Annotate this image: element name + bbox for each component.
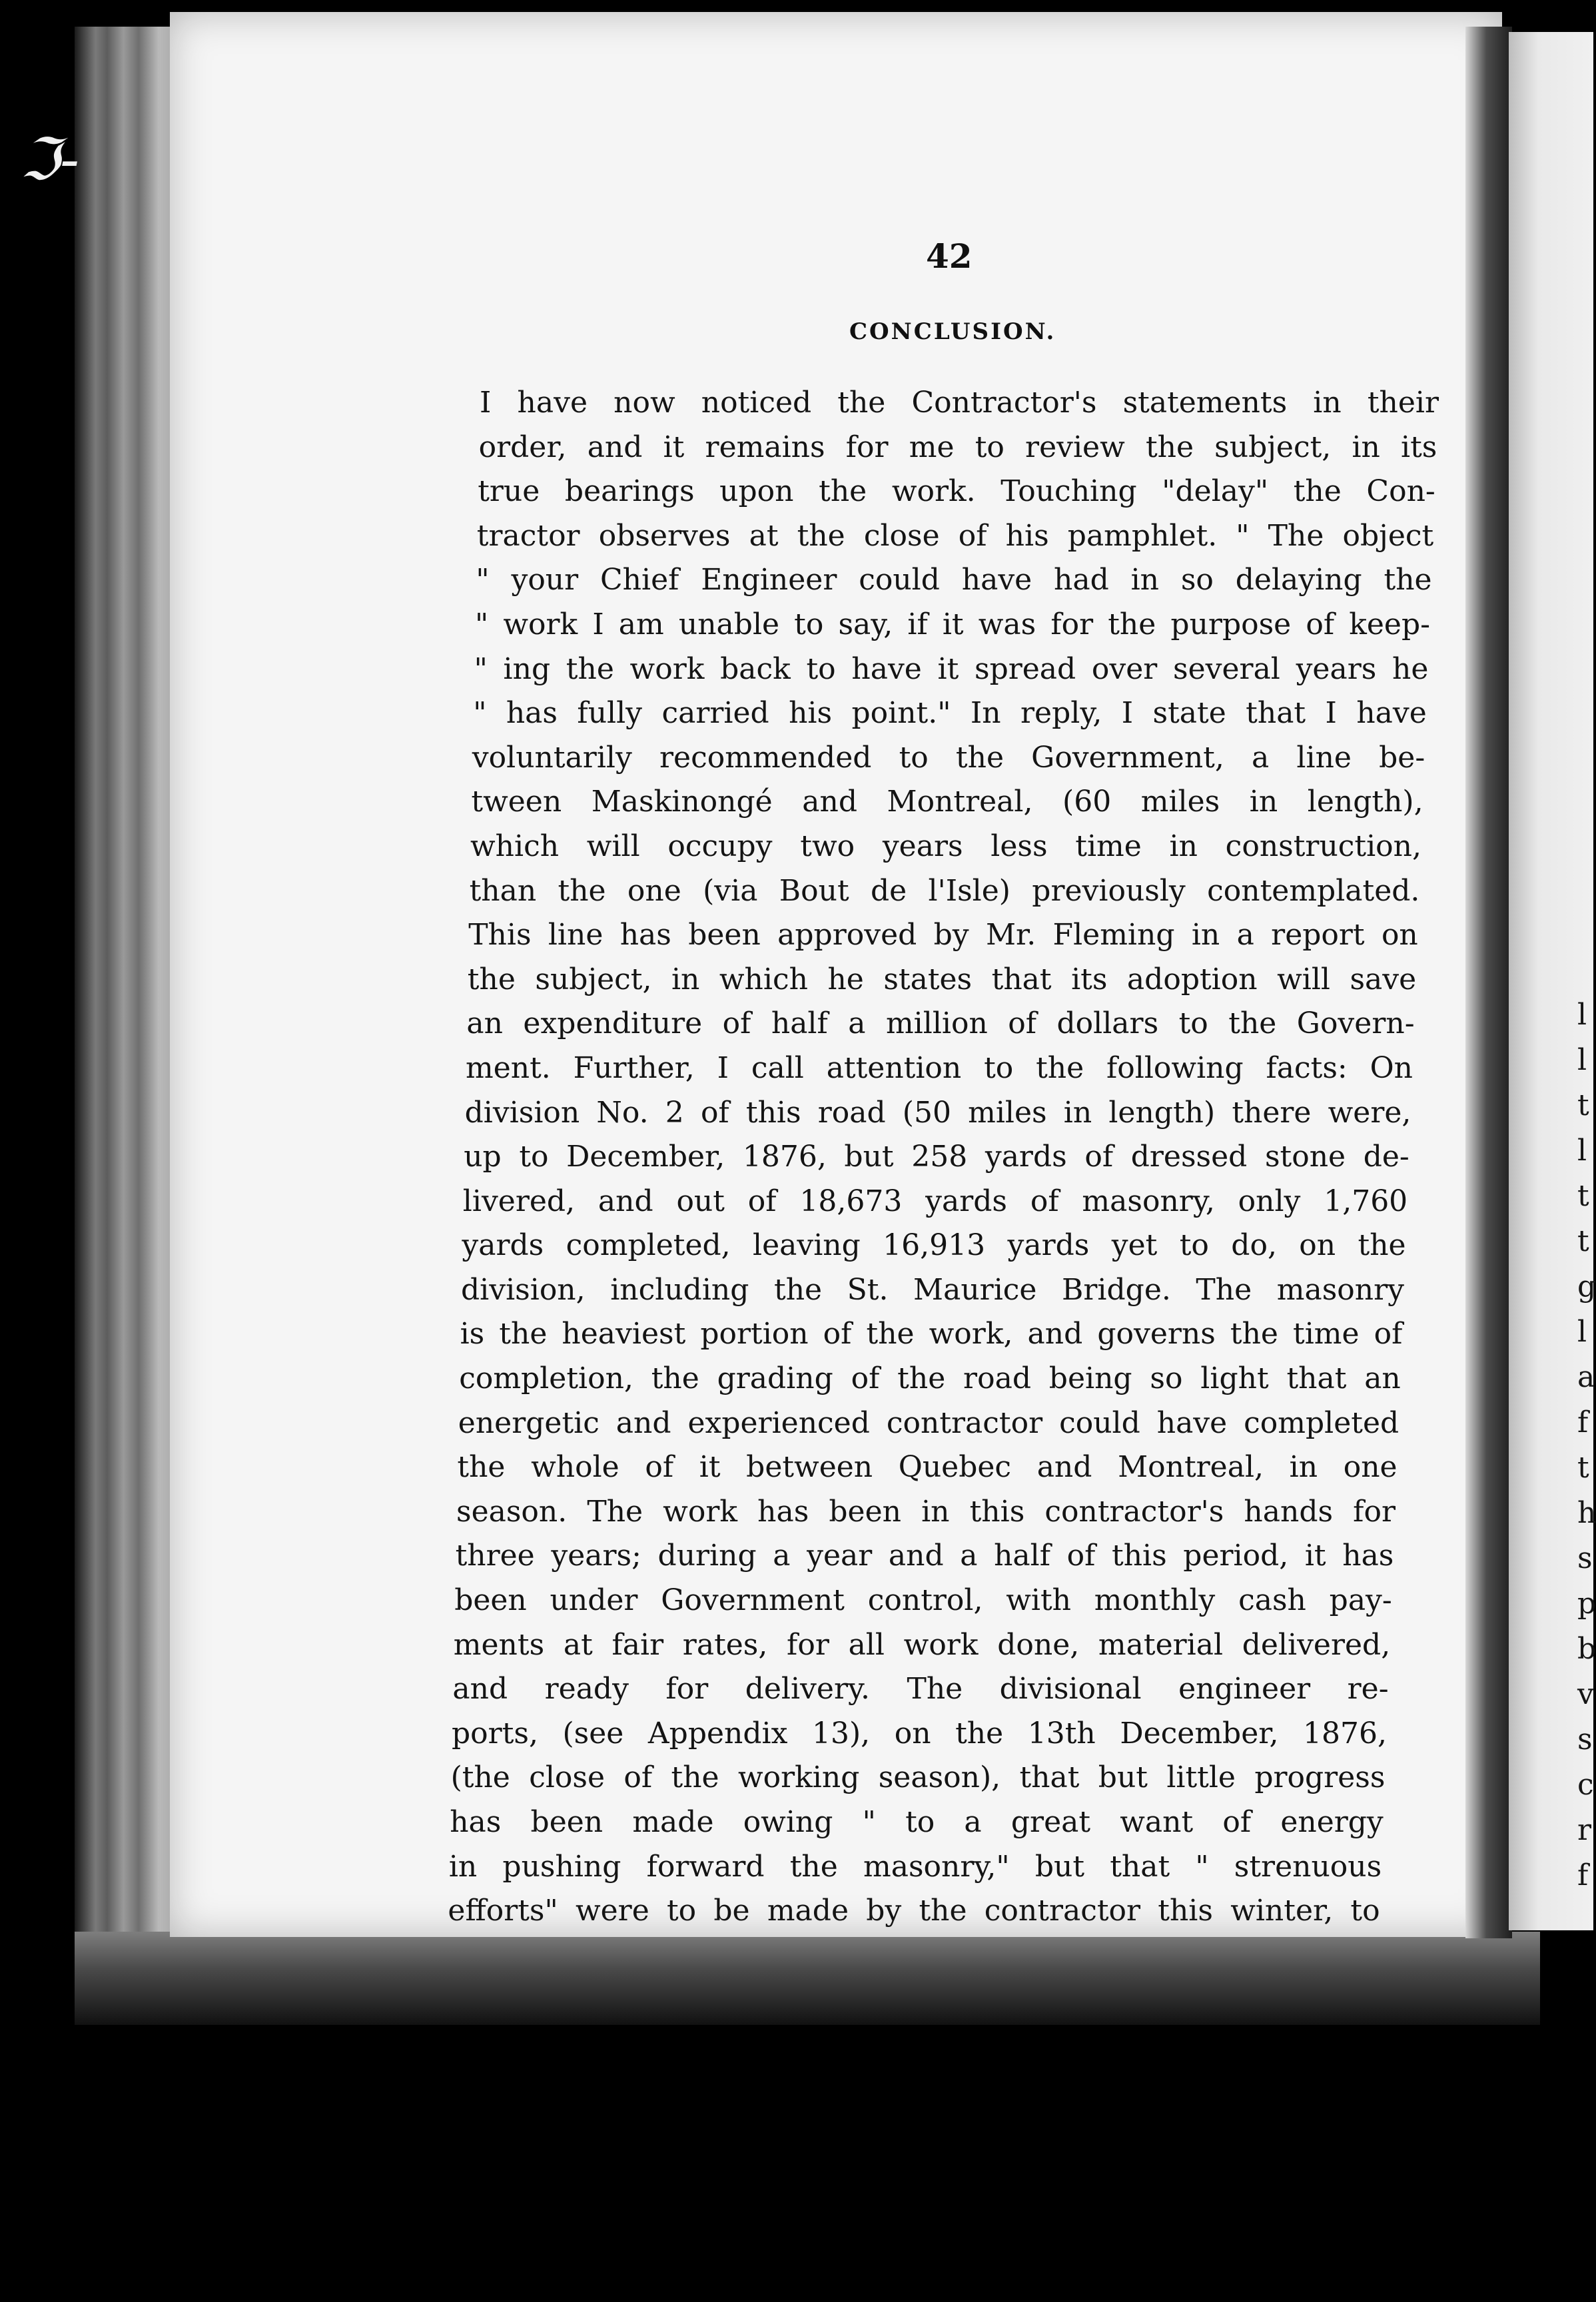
facing-page-letter: l — [1577, 998, 1587, 1032]
body-text-line: division No. 2 of this road (50 miles in length) there were, — [464, 1095, 1411, 1130]
book-bottom-edge — [75, 1932, 1540, 2025]
page-number: 42 — [926, 236, 973, 276]
facing-page-letter: r — [1577, 1813, 1592, 1847]
body-text-line: This line has been approved by Mr. Fleming in a report on — [468, 918, 1418, 953]
body-text-line: " work I am unable to say, if it was for the purpose of keep- — [475, 607, 1430, 641]
body-text-line: (the close of the working season), that but little progress — [450, 1760, 1386, 1795]
facing-page-letter: b — [1577, 1632, 1596, 1666]
facing-page-letter: h — [1577, 1496, 1596, 1530]
body-text — [448, 381, 1439, 1934]
body-text-line: voluntarily recommended to the Government, a line be- — [472, 740, 1425, 775]
body-text-line: been under Government control, with monthly cash pay- — [454, 1583, 1392, 1618]
body-text-line: " your Chief Engineer could have had in so delaying the — [476, 563, 1432, 597]
body-text-line: up to December, 1876, but 258 yards of dressed stone de- — [464, 1140, 1409, 1174]
facing-page-letter: f — [1577, 1405, 1589, 1439]
facing-page-letter: g — [1577, 1270, 1596, 1304]
facing-page-letter: v — [1577, 1677, 1594, 1711]
body-text-line: the whole of it between Quebec and Montreal, in one — [457, 1450, 1397, 1485]
body-text-line: energetic and experienced contractor could have completed — [458, 1405, 1399, 1440]
facing-page-letter: c — [1577, 1768, 1594, 1802]
body-text-line: tractor observes at the close of his pamphlet. " The object — [476, 518, 1434, 553]
body-text-line: season. The work has been in this contractor's hands for — [456, 1494, 1396, 1529]
facing-page-letter: s — [1577, 1541, 1593, 1575]
body-text-line: " has fully carried his point." In reply, I state that I have — [473, 696, 1427, 731]
facing-page-letter: l — [1577, 1043, 1587, 1077]
body-text-line: three years; during a year and a half of this period, it has — [455, 1539, 1394, 1573]
facing-page-letter: t — [1577, 1088, 1589, 1122]
body-text-line: livered, and out of 18,673 yards of masonry, only 1,760 — [462, 1184, 1408, 1218]
section-heading: CONCLUSION. — [849, 318, 1056, 345]
book-gutter — [1465, 27, 1512, 1938]
body-text-line: which will occupy two years less time in construction, — [470, 829, 1421, 863]
facing-page-letter: t — [1577, 1224, 1589, 1258]
body-text-line: ments at fair rates, for all work done, material delivered, — [453, 1627, 1391, 1662]
facing-page-letter: f — [1577, 1858, 1589, 1892]
body-text-line: completion, the grading of the road being so light that an — [459, 1361, 1401, 1396]
margin-handwritten-mark: ℑ- — [20, 127, 80, 193]
scan-border — [0, 0, 80, 2302]
body-text-line: and ready for delivery. The divisional engineer re- — [452, 1672, 1389, 1707]
body-text-line: yards completed, leaving 16,913 yards yet to do, on the — [462, 1228, 1406, 1263]
facing-page-letter: l — [1577, 1315, 1587, 1349]
facing-page-letter: l — [1577, 1134, 1587, 1168]
facing-page-text-fragments — [1577, 992, 1596, 1898]
body-text-line: true bearings upon the work. Touching "delay" the Con- — [478, 474, 1435, 509]
facing-page-letter: t — [1577, 1451, 1589, 1485]
body-text-line: " ing the work back to have it spread over several years he — [474, 651, 1429, 686]
body-text-line: ports, (see Appendix 13), on the 13th December, 1876, — [452, 1716, 1387, 1750]
facing-page-letter: p — [1577, 1587, 1596, 1621]
body-text-line: has been made owing " to a great want of energy — [450, 1805, 1384, 1839]
body-text-line: in pushing forward the masonry," but that " strenuous — [448, 1849, 1382, 1884]
facing-page-letter: s — [1577, 1723, 1593, 1756]
body-text-line: the subject, in which he states that its adoption will save — [467, 962, 1417, 996]
body-text-line: division, including the St. Maurice Bridge. The masonry — [461, 1272, 1404, 1307]
body-text-line: than the one (via Bout de l'Isle) previously contemplated. — [469, 873, 1420, 908]
body-text-line: is the heaviest portion of the work, and governs the time of — [460, 1317, 1403, 1351]
body-text-line: order, and it remains for me to review the subject, in its — [478, 430, 1437, 464]
body-text-line: an expenditure of half a million of dollars to the Govern- — [466, 1006, 1415, 1041]
body-text-line: efforts" were to be made by the contractor this winter, to — [448, 1894, 1380, 1928]
facing-page-letter: a — [1577, 1360, 1595, 1394]
body-text-line: I have now noticed the Contractor's statements in their — [480, 386, 1439, 420]
facing-page-letter: t — [1577, 1179, 1589, 1213]
body-text-line: ment. Further, I call attention to the following facts: On — [466, 1050, 1413, 1085]
body-text-line: tween Maskinongé and Montreal, (60 miles in length), — [471, 785, 1423, 819]
